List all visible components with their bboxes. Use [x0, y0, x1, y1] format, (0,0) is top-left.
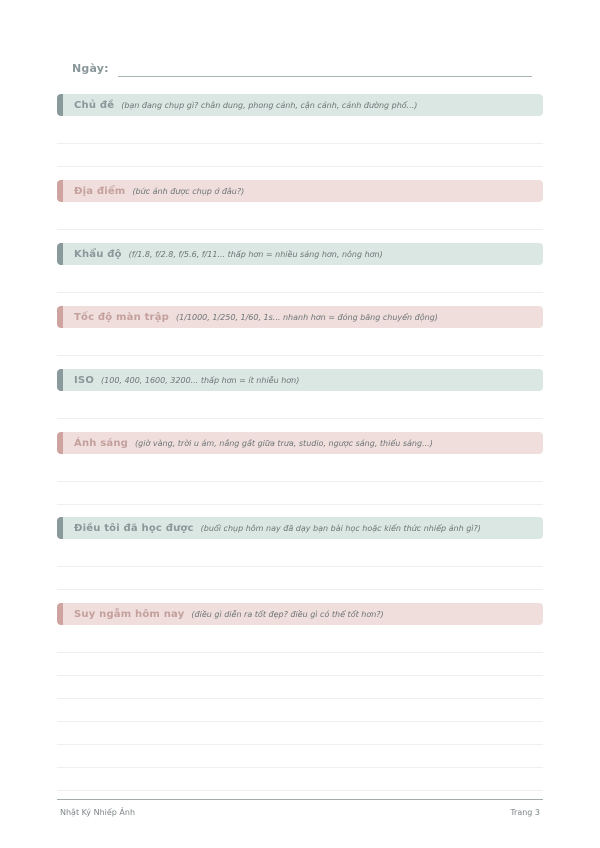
section-title: Ánh sáng: [74, 437, 129, 449]
section-header: [57, 517, 543, 539]
section-lighting: [57, 432, 543, 505]
writing-line[interactable]: [57, 391, 543, 419]
date-row: [72, 62, 532, 80]
section-lessons: [57, 517, 543, 590]
writing-line[interactable]: [57, 768, 543, 791]
section-hint: (buổi chụp hôm nay đã dạy bạn bài học hoặc kiến thức nhiếp ảnh gì?): [200, 523, 481, 533]
footer-title: Nhật Ký Nhiếp Ảnh: [60, 808, 136, 817]
section-title: Chủ đề: [74, 99, 115, 111]
writing-line[interactable]: [57, 722, 543, 745]
writing-line[interactable]: [57, 116, 543, 144]
section-hint: (điều gì diễn ra tốt đẹp? điều gì có thể tốt hơn?): [191, 609, 384, 619]
section-iso: [57, 369, 543, 419]
section-hint: (giờ vàng, trời u ám, nắng gắt giữa trưa, studio, ngược sáng, thiếu sáng...): [135, 438, 433, 448]
section-header: [57, 94, 543, 116]
section-header: [57, 243, 543, 265]
writing-line[interactable]: [57, 625, 543, 653]
section-title: Địa điểm: [74, 185, 126, 197]
section-hint: (1/1000, 1/250, 1/60, 1s... nhanh hơn = đóng băng chuyển động): [176, 312, 438, 322]
section-hint: (f/1.8, f/2.8, f/5.6, f/11... thấp hơn = nhiều sáng hơn, nông hơn): [128, 249, 383, 259]
footer-divider: [57, 799, 543, 800]
section-hint: (bức ảnh được chụp ở đâu?): [132, 186, 245, 196]
writing-line[interactable]: [57, 539, 543, 567]
section-header: [57, 180, 543, 202]
section-reflection: [57, 603, 543, 791]
writing-line[interactable]: [57, 676, 543, 699]
writing-line[interactable]: [57, 202, 543, 230]
section-header: [57, 432, 543, 454]
section-hint: (bạn đang chụp gì? chân dung, phong cảnh, cận cảnh, cảnh đường phố...): [121, 100, 418, 110]
writing-line[interactable]: [57, 699, 543, 722]
section-title: Điều tôi đã học được: [74, 522, 194, 534]
date-label: Ngày:: [72, 62, 109, 75]
section-title: Khẩu độ: [74, 248, 122, 260]
writing-line[interactable]: [57, 328, 543, 356]
writing-line[interactable]: [57, 454, 543, 482]
section-hint: (100, 400, 1600, 3200... thấp hơn = ít nhiễu hơn): [101, 375, 300, 385]
date-input-line[interactable]: [118, 76, 532, 77]
page-number: Trang 3: [510, 808, 540, 817]
writing-line[interactable]: [57, 482, 543, 505]
writing-line[interactable]: [57, 745, 543, 768]
section-title: ISO: [74, 374, 95, 386]
section-title: Suy ngẫm hôm nay: [74, 608, 185, 620]
section-subject: [57, 94, 543, 167]
section-shutter-speed: [57, 306, 543, 356]
writing-line[interactable]: [57, 567, 543, 590]
section-location: [57, 180, 543, 230]
writing-line[interactable]: [57, 653, 543, 676]
writing-line[interactable]: [57, 265, 543, 293]
section-header: [57, 306, 543, 328]
writing-line[interactable]: [57, 144, 543, 167]
section-title: Tốc độ màn trập: [74, 311, 169, 323]
section-aperture: [57, 243, 543, 293]
section-header: [57, 603, 543, 625]
section-header: [57, 369, 543, 391]
